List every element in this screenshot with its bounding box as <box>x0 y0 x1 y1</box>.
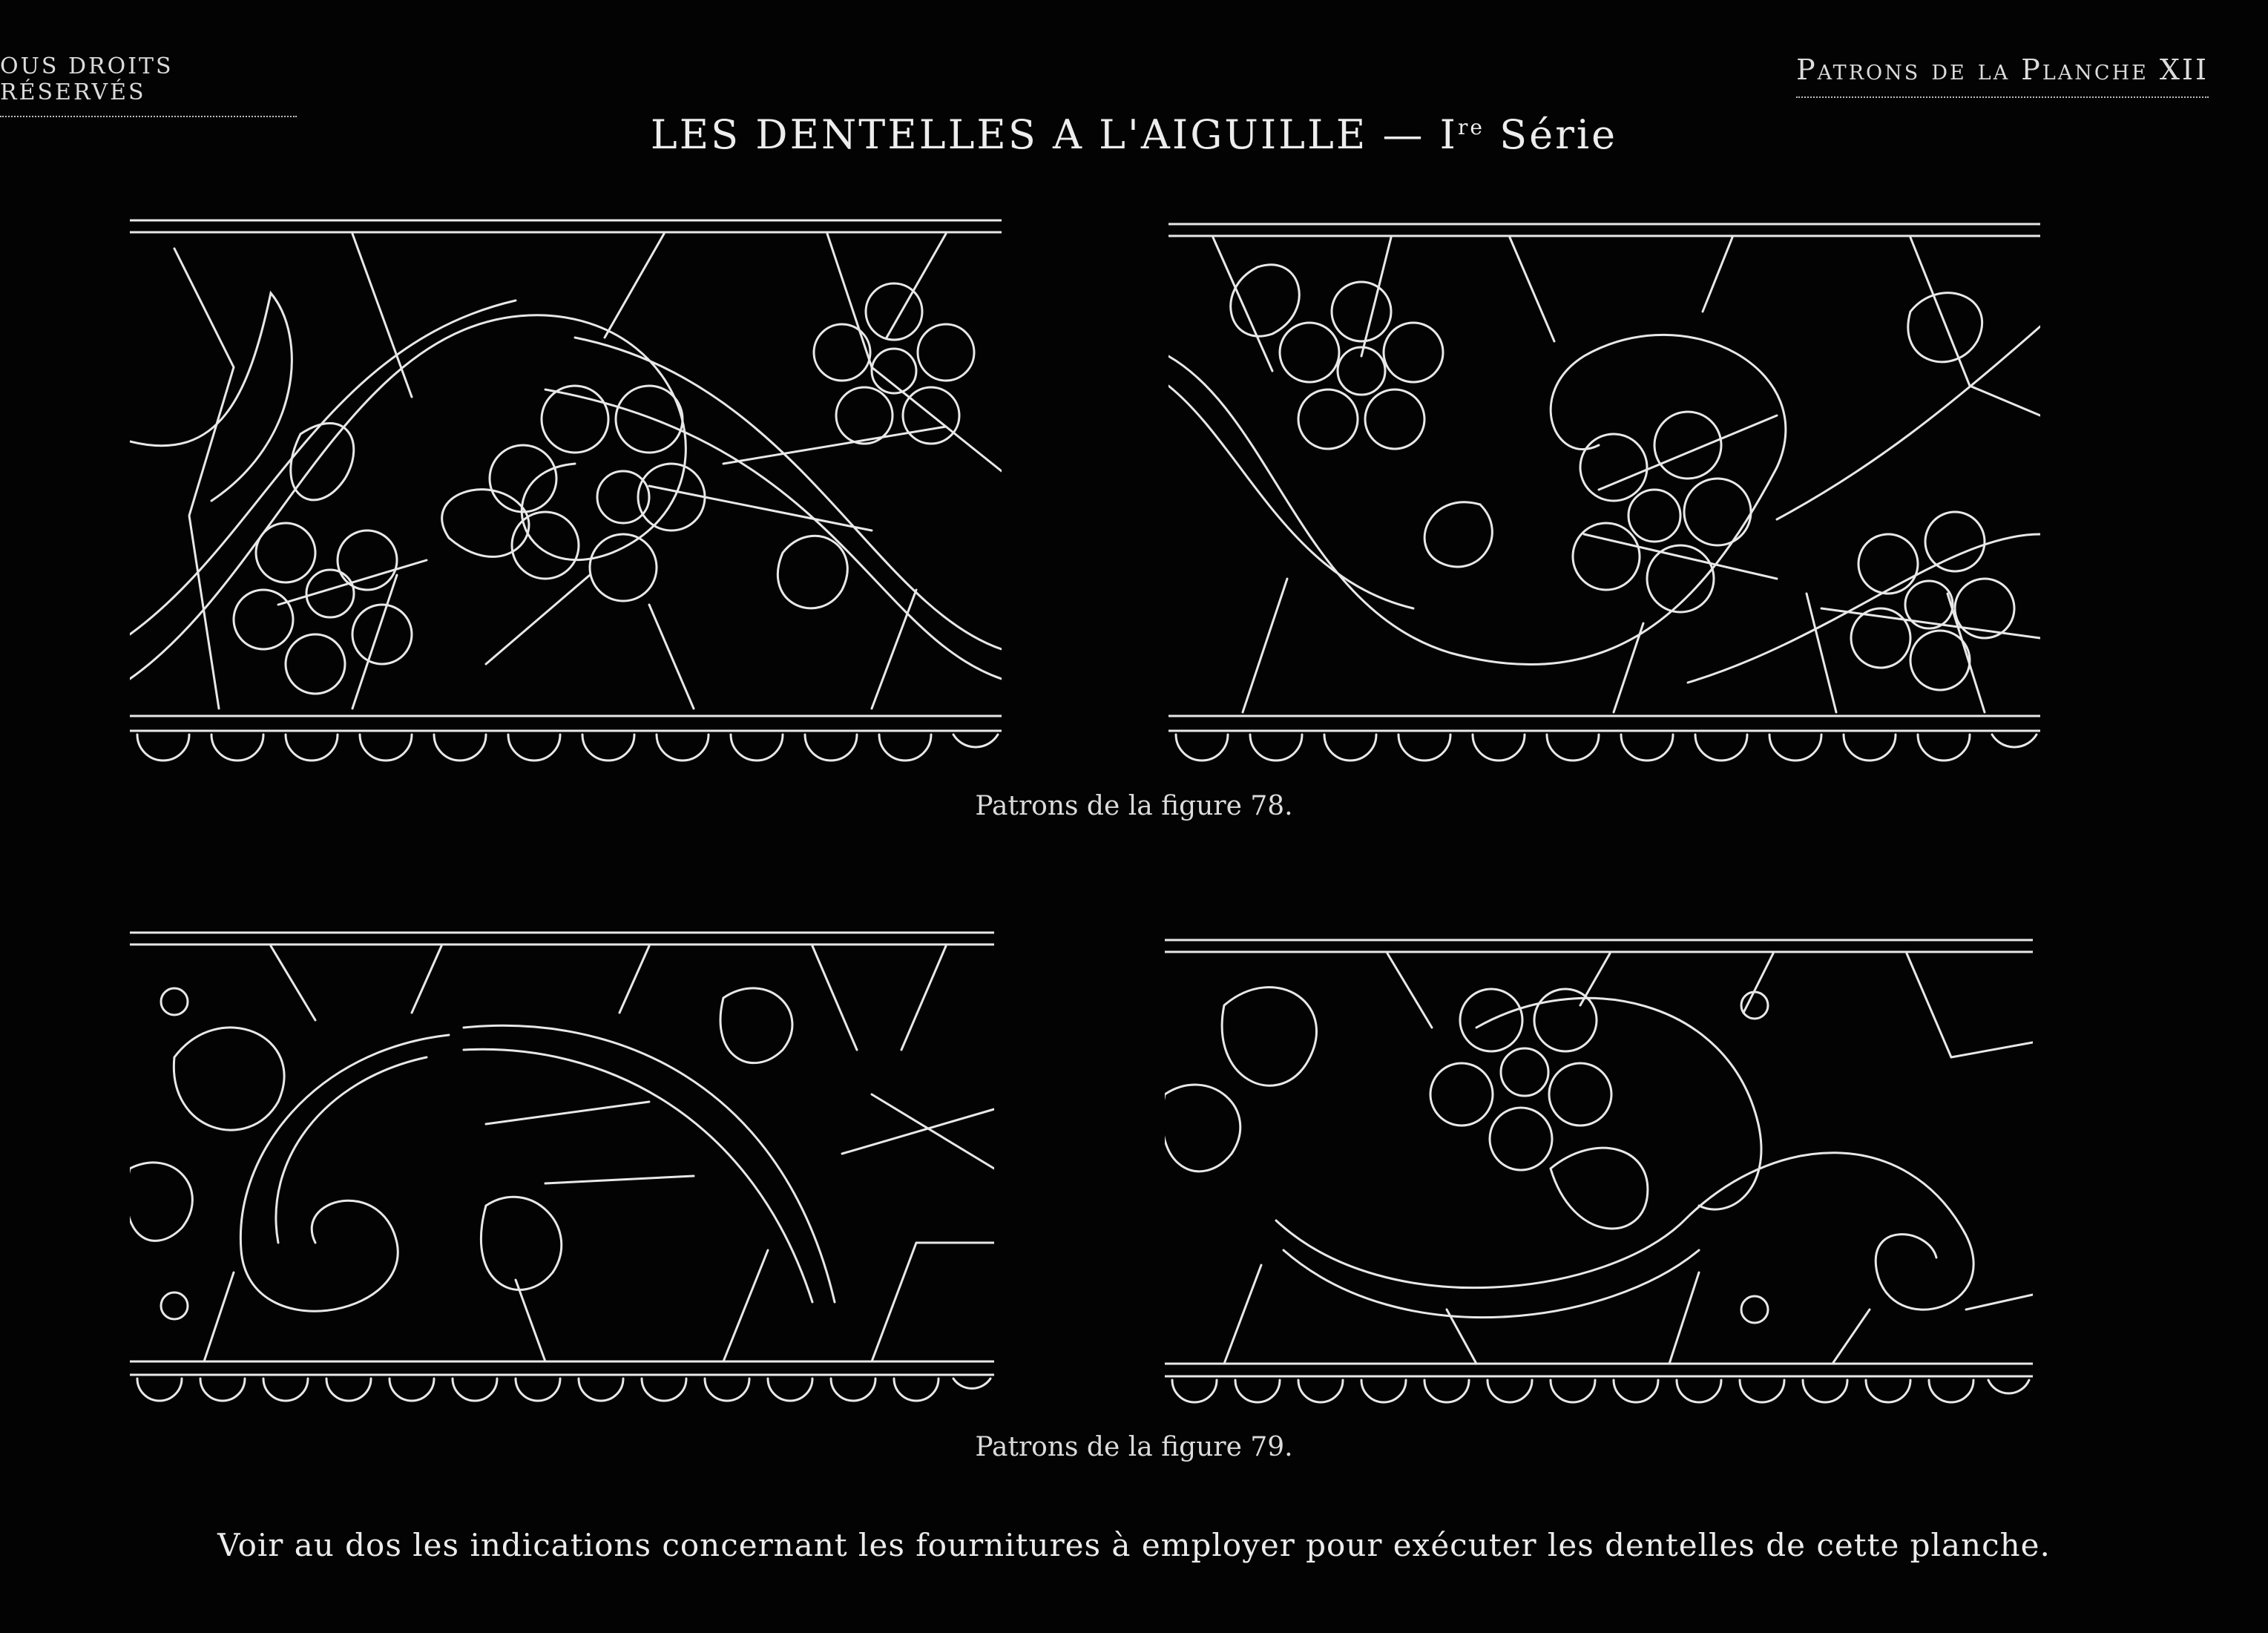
figure-79-caption: Patrons de la figure 79. <box>975 1432 1293 1462</box>
title-series: Série <box>1484 111 1618 158</box>
title-superscript: re <box>1457 115 1485 139</box>
plate-label: Patrons de la Planche XII <box>1796 53 2209 98</box>
footer-note: Voir au dos les indications concernant les fournitures à employer pour exécuter les dentelles de cette planche. <box>217 1527 2051 1563</box>
rights-notice: OUS DROITS RÉSERVÉS <box>0 53 297 117</box>
page-title <box>0 111 2268 158</box>
lace-pattern-79-left <box>130 931 994 1421</box>
lace-pattern-78-right <box>1168 223 2040 775</box>
lace-pattern-78-left <box>130 219 1002 775</box>
lace-pattern-79-right <box>1165 939 2033 1417</box>
title-main: LES DENTELLES A L'AIGUILLE — I <box>650 111 1458 158</box>
figure-78-caption: Patrons de la figure 78. <box>975 791 1293 821</box>
